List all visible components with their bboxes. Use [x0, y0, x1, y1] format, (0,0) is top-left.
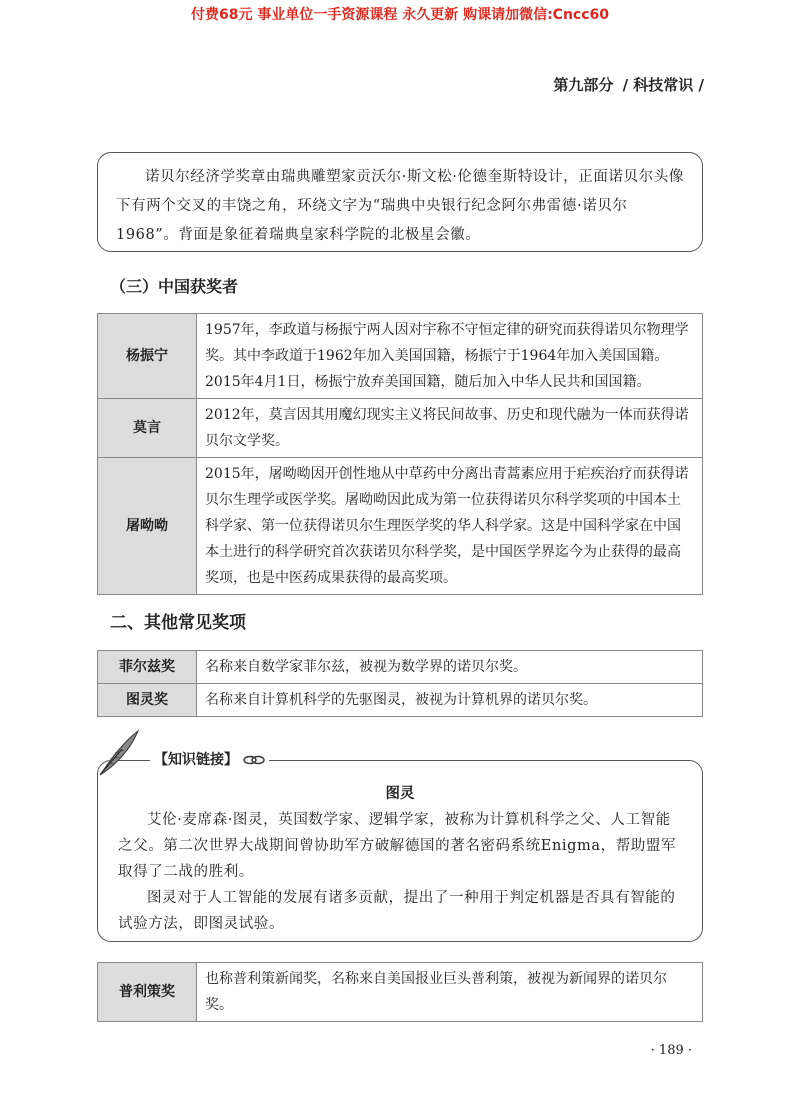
award-name: 图灵奖 — [98, 684, 197, 717]
knowledge-link-label-text: 【知识链接】 — [154, 752, 238, 768]
quill-icon — [92, 729, 142, 779]
watermark: 付费68元 事业单位一手资源课程 永久更新 购课请加微信:Cncc60 — [190, 7, 610, 23]
table-row — [98, 458, 703, 595]
table-row — [98, 963, 703, 1022]
laureate-text: 2015年，屠呦呦因开创性地从中草药中分离出青蒿素应用于疟疾治疗而获得诺贝尔生理学或医学奖。屠呦呦因此成为第一位获得诺贝尔科学奖项的中国本土科学家、第一位获得诺贝尔生理医学奖的华人科学家。这是中国科学家在中国本土进行的科学研究首次获诺贝尔科学奖，是中国医学界迄今为止获得的最高奖项，也是中医药成果获得的最高奖项。 — [197, 458, 703, 595]
knowledge-paragraph: 图灵对于人工智能的发展有诸多贡献，提出了一种用于判定机器是否具有智能的试验方法，即图灵试验。 — [118, 890, 676, 932]
medal-note-box — [97, 152, 703, 252]
laureate-name: 莫言 — [98, 399, 197, 458]
award-text: 名称来自数学家菲尔兹，被视为数学界的诺贝尔奖。 — [197, 651, 703, 684]
laureates-table — [97, 313, 703, 595]
award-name: 普利策奖 — [98, 963, 197, 1022]
knowledge-link-label — [150, 749, 269, 769]
knowledge-title: 图灵 — [385, 786, 415, 802]
laureate-text: 2012年，莫言因其用魔幻现实主义将民间故事、历史和现代融为一体而获得诺贝尔文学奖。 — [197, 399, 703, 458]
awards-table — [97, 650, 703, 717]
laureate-name: 屠呦呦 — [98, 458, 197, 595]
table-row — [98, 684, 703, 717]
laureate-name: 杨振宁 — [98, 314, 197, 399]
award-text: 名称来自计算机科学的先驱图灵，被视为计算机界的诺贝尔奖。 — [197, 684, 703, 717]
page-number: · 189 · — [650, 1043, 692, 1058]
knowledge-link-box — [97, 752, 703, 942]
header-part: 第九部分 — [553, 76, 614, 94]
medal-note-text: 诺贝尔经济学奖章由瑞典雕塑家贡沃尔·斯文松·伦德奎斯特设计，正面诺贝尔头像下有两个交叉的丰饶之角，环绕文字为“瑞典中央银行纪念阿尔弗雷德·诺贝尔1968”。背面是象征着瑞典皇家科学院的北极星会徽。 — [116, 169, 684, 243]
section-other-awards-title: 二、其他常见奖项 — [110, 613, 246, 633]
section-china-laureates-title: （三）中国获奖者 — [110, 277, 239, 296]
chain-icon — [243, 754, 265, 766]
laureate-text: 1957年，李政道与杨振宁两人因对宇称不守恒定律的研究而获得诺贝尔物理学奖。其中李政道于1962年加入美国国籍，杨振宁于1964年加入美国国籍。2015年4月1日，杨振宁放弃美国国籍，随后加入中华人民共和国国籍。 — [197, 314, 703, 399]
table-row — [98, 651, 703, 684]
award-name: 菲尔兹奖 — [98, 651, 197, 684]
table-row — [98, 399, 703, 458]
award-text: 也称普利策新闻奖，名称来自美国报业巨头普利策，被视为新闻界的诺贝尔奖。 — [197, 963, 703, 1022]
page-header — [549, 74, 704, 95]
header-subject: / 科技常识 / — [622, 76, 704, 94]
knowledge-paragraph: 艾伦·麦席森·图灵，英国数学家、逻辑学家，被称为计算机科学之父、人工智能之父。第二次世界大战期间曾协助军方破解德国的著名密码系统Enigma，帮助盟军取得了二战的胜利。 — [118, 812, 677, 880]
pulitzer-table — [97, 962, 703, 1022]
table-row — [98, 314, 703, 399]
